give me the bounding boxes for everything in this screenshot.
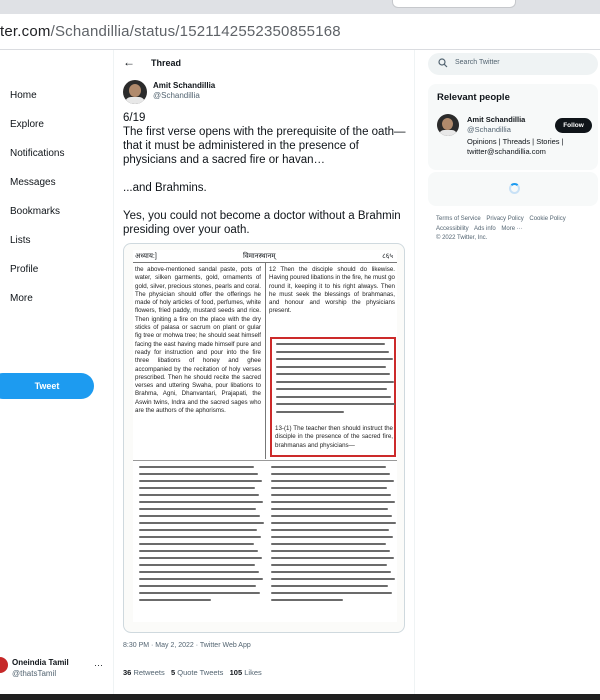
print-line xyxy=(271,487,387,489)
print-line xyxy=(271,501,395,503)
print-line xyxy=(271,473,390,475)
print-line xyxy=(271,529,389,531)
print-line xyxy=(139,508,256,510)
os-taskbar xyxy=(0,694,600,700)
print-line xyxy=(139,550,258,552)
print-line xyxy=(271,585,388,587)
quote-count[interactable]: 5 xyxy=(170,668,176,677)
print-line xyxy=(276,403,395,405)
avatar-face xyxy=(442,118,453,130)
person-bio: Opinions | Threads | Stories | twitter@schandillia.com xyxy=(467,137,564,156)
avatar-shirt xyxy=(125,97,145,104)
page-title: Thread xyxy=(151,58,182,68)
book-header-right: ८६५ xyxy=(382,253,393,260)
print-line xyxy=(139,487,255,489)
tweet-timestamp[interactable]: 8:30 PM · May 2, 2022 · Twitter Web App xyxy=(123,642,251,649)
print-line xyxy=(139,522,264,524)
print-line xyxy=(139,466,254,468)
tweet-line: 6/19 xyxy=(123,112,146,124)
nav-home[interactable]: Home xyxy=(10,90,37,101)
nav-profile[interactable]: Profile xyxy=(10,264,39,275)
avatar-shirt xyxy=(439,130,457,136)
print-line xyxy=(276,381,394,383)
footer-link[interactable]: Ads info xyxy=(474,225,496,232)
print-line xyxy=(271,578,395,580)
account-switcher[interactable] xyxy=(0,654,112,684)
loading-spinner-icon xyxy=(509,183,520,194)
print-line xyxy=(139,564,255,566)
print-line xyxy=(271,564,387,566)
more-icon[interactable]: ··· xyxy=(94,660,103,670)
print-line xyxy=(276,388,387,390)
book-header-center: विमानस्थानम् xyxy=(243,253,276,260)
quote-label[interactable]: Quote Tweets xyxy=(177,668,224,677)
author-avatar[interactable] xyxy=(123,80,147,104)
tweet-line: Yes, you could not become a doctor without a Brahmin presiding over your oath. xyxy=(123,210,401,236)
book-right-column-text: 12 Then the disciple should do likewise. Having poured libations in the fire, he must go round it, keeping it to his right always. Then he must seek the blessings of brahmanas, and honour and worship the physicians present. xyxy=(269,266,395,315)
print-line xyxy=(271,571,391,573)
tweet-line: The first verse opens with the prerequisite of the oath—that it must be administered in the presence of physicians and a sacred fire or havan… xyxy=(123,126,406,166)
scanned-book-page xyxy=(133,250,397,622)
nav-lists[interactable]: Lists xyxy=(10,235,31,246)
relevant-people-panel xyxy=(428,84,598,170)
trends-panel xyxy=(428,172,598,206)
main-column xyxy=(113,50,415,700)
nav-more[interactable]: More xyxy=(10,293,33,304)
print-line xyxy=(139,543,254,545)
tweet-button[interactable]: Tweet xyxy=(0,373,94,399)
print-line xyxy=(271,515,392,517)
column-divider xyxy=(265,263,266,459)
account-name: Oneindia Tamil xyxy=(12,658,69,667)
section-divider xyxy=(133,460,397,461)
address-path: /Schandillia/status/1521142552350855168 xyxy=(50,23,341,40)
footer-link[interactable]: Privacy Policy xyxy=(486,216,524,222)
highlight-box xyxy=(270,337,396,457)
book-left-column-text: the above-mentioned sandal paste, pots of water, silken garments, gold, ornaments of gold, silver, precious stones, pearls and coral. The physician should offer the offerings he made of holy articles of food, perfumes, white flowers, fried paddy, mustard seeds and rice. Then igniting a fire on the place with the dry sticks of palasa or sacrum on plant or gular fig tree or mohwa tree; he should seat himself facing the east having made himself pure and ready for instruction and pour into the fire three libations of honey and ghee accompanied by the recitation of holy verses prescribed. Then he should recite the sacred verses and uttering Swaha, pour libations to Brahma, Agni, Dhanvantari, Prajapati, the Aswin twins, Indra and the sacred sages who are the authors of the aphorisms. xyxy=(135,266,261,415)
print-line xyxy=(271,543,386,545)
print-line xyxy=(139,515,260,517)
print-line xyxy=(271,480,394,482)
book-page-header xyxy=(133,250,397,263)
print-line xyxy=(139,529,257,531)
print-line xyxy=(139,585,256,587)
author-name[interactable]: Amit Schandillia xyxy=(153,81,216,90)
book-header-left: अध्याय:] xyxy=(135,253,157,260)
search-icon xyxy=(438,58,448,68)
follow-button[interactable]: Follow xyxy=(555,118,592,133)
address-host: ter.com xyxy=(0,23,51,40)
tweet-text xyxy=(123,111,413,237)
nav-bookmarks[interactable]: Bookmarks xyxy=(10,206,61,217)
print-line xyxy=(271,557,394,559)
person-avatar[interactable] xyxy=(437,114,459,136)
account-handle: @thatsTamil xyxy=(12,669,57,678)
print-line xyxy=(271,508,388,510)
browser-popup-tip xyxy=(392,0,516,8)
print-line xyxy=(271,522,396,524)
print-line xyxy=(139,599,211,601)
like-label[interactable]: Likes xyxy=(244,668,262,677)
print-line xyxy=(276,373,390,375)
retweet-count[interactable]: 36 xyxy=(123,668,132,677)
retweet-label[interactable]: Retweets xyxy=(133,668,165,677)
footer-link[interactable]: Accessibility xyxy=(436,225,469,232)
nav-explore[interactable]: Explore xyxy=(10,119,44,130)
avatar-face xyxy=(129,84,141,97)
print-line xyxy=(271,592,392,594)
author-handle[interactable]: @Schandillia xyxy=(153,91,200,100)
person-name[interactable]: Amit Schandillia xyxy=(467,115,526,124)
like-count[interactable]: 105 xyxy=(229,668,243,677)
print-line xyxy=(139,473,258,475)
search-placeholder: Search Twitter xyxy=(455,59,500,66)
print-line xyxy=(139,536,261,538)
search-input[interactable] xyxy=(428,53,598,75)
print-line xyxy=(276,366,386,368)
tweet-line: ...and Brahmins. xyxy=(123,182,207,194)
person-handle[interactable]: @Schandillia xyxy=(467,125,511,134)
footer-link[interactable]: Cookie Policy xyxy=(529,216,566,222)
footer-link[interactable]: Terms of Service xyxy=(436,216,481,222)
tweet-stats xyxy=(123,668,262,677)
boxed-translation: 13-(1) The teacher then should instruct the disciple in the presence of the sacred fire, brahmanas and physicians— xyxy=(275,425,393,449)
relevant-people-title: Relevant people xyxy=(437,92,510,103)
avatar xyxy=(0,657,8,673)
back-arrow-icon[interactable]: ← xyxy=(123,55,135,69)
print-line xyxy=(139,571,259,573)
print-line xyxy=(139,480,262,482)
address-url[interactable] xyxy=(0,23,341,40)
print-line xyxy=(139,501,263,503)
print-line xyxy=(271,599,343,601)
print-line xyxy=(276,343,385,345)
print-line xyxy=(271,466,386,468)
print-line xyxy=(139,592,260,594)
print-line xyxy=(271,550,390,552)
nav-notifications[interactable]: Notifications xyxy=(10,148,65,159)
print-line xyxy=(139,557,262,559)
address-bar[interactable] xyxy=(0,14,600,50)
print-line xyxy=(139,494,259,496)
footer-copyright: © 2022 Twitter, Inc. xyxy=(436,235,488,241)
print-line xyxy=(271,536,393,538)
print-line xyxy=(276,396,391,398)
tweet-image[interactable] xyxy=(123,243,405,633)
left-navigation xyxy=(0,50,113,700)
print-line xyxy=(276,358,393,360)
footer-link[interactable]: More ··· xyxy=(501,225,523,232)
print-line xyxy=(276,351,389,353)
print-line xyxy=(276,411,344,413)
footer-links xyxy=(436,215,586,244)
print-line xyxy=(139,578,263,580)
print-line xyxy=(271,494,391,496)
nav-messages[interactable]: Messages xyxy=(10,177,56,188)
